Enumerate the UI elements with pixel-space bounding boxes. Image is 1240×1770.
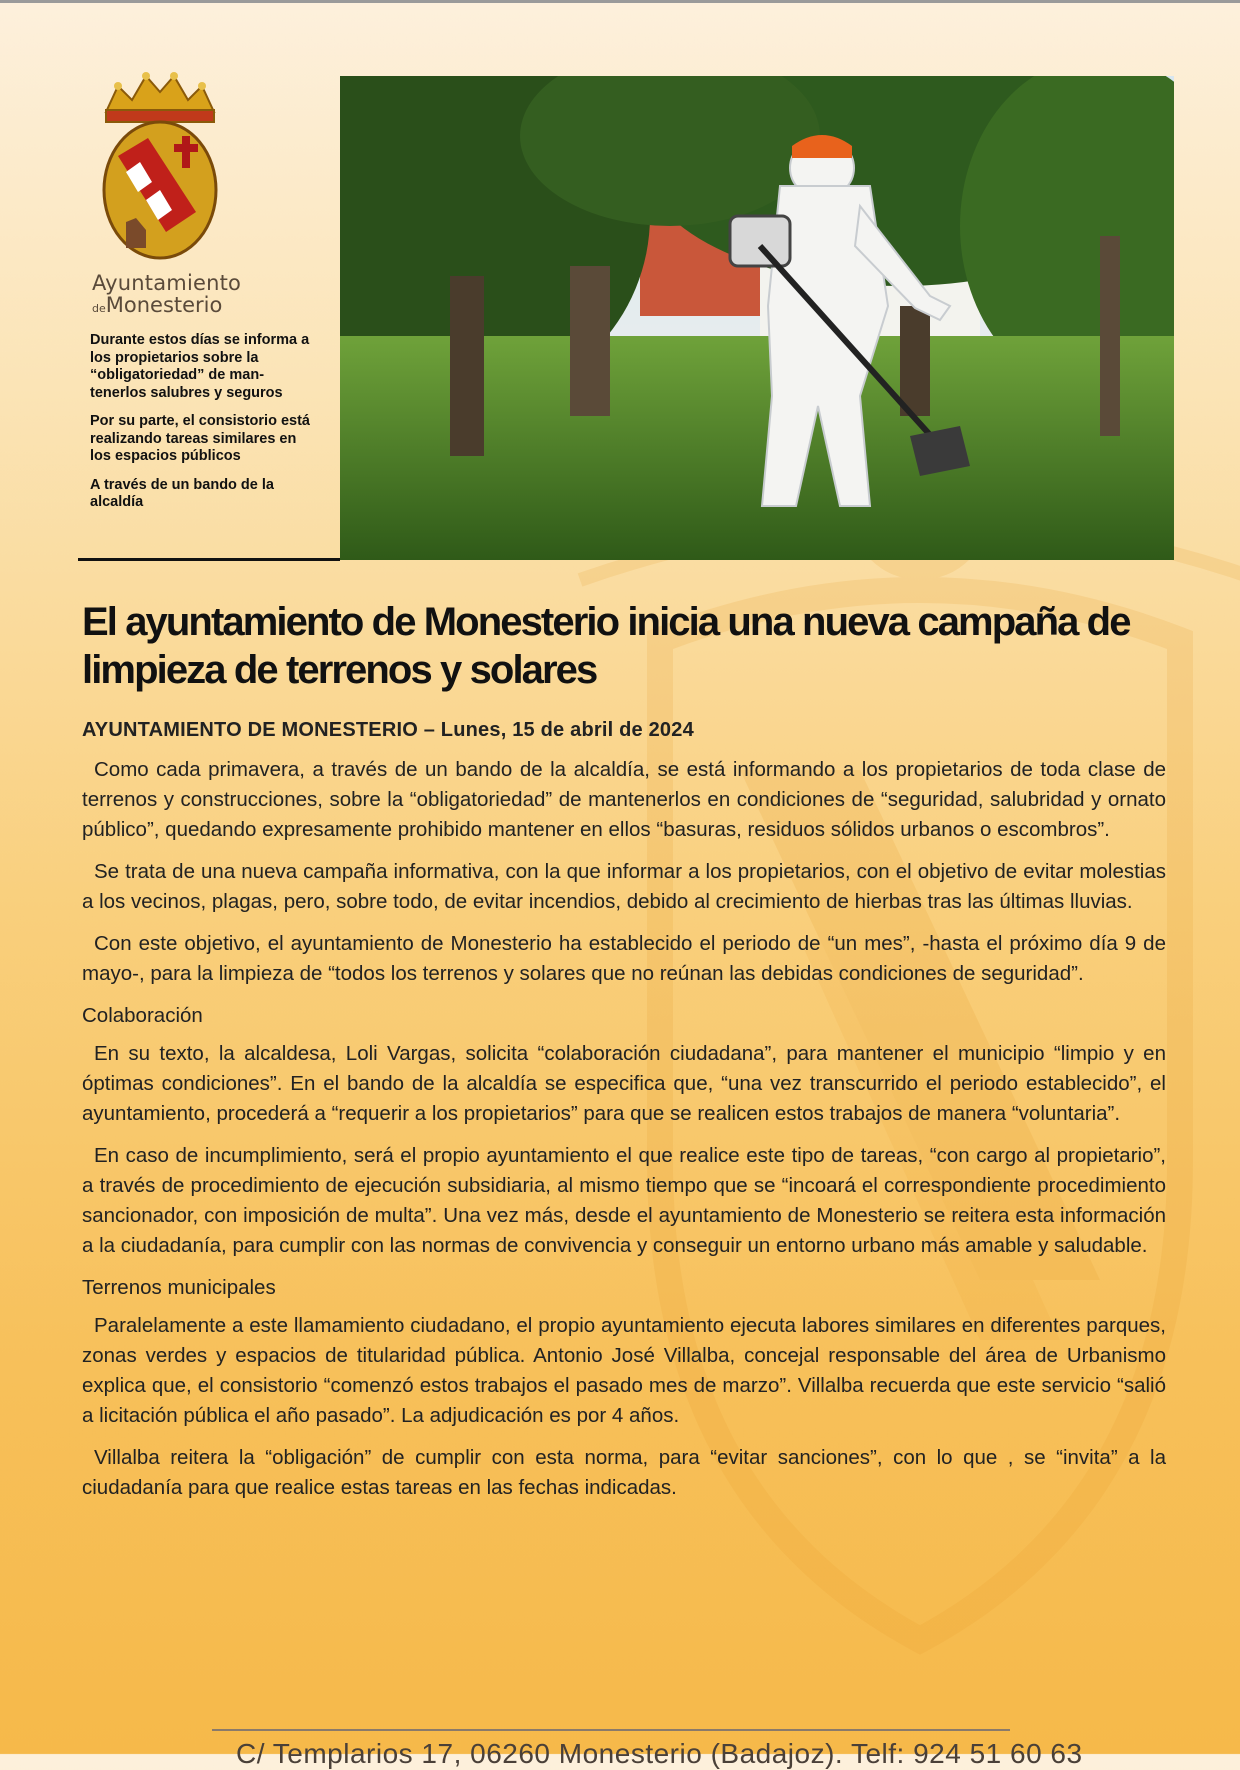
paragraph-6: Paralelamente a este llamamiento ciudadano, el propio ayuntamiento ejecuta labores similares en diferentes parques, zonas verdes y espacios de titularidad pública. Antonio José Villalba, concejal responsable del área de Urbanismo explica que, el consistorio “comenzó estos trabajos el pasado mes de marzo”. Villalba recuerda que este servicio “salió a licitación pública el año pasado”. La adjudicación es por 4 años.: [82, 1314, 1166, 1427]
sidebar-kicker-1: Durante estos días se informa a los propietarios sobre la “obligatoriedad” de mantenerlos salubres y seguros: [90, 332, 310, 401]
top-border-line: [0, 0, 1240, 3]
coat-of-arms-icon: [96, 72, 224, 268]
sidebar-kicker-3: A través de un bando de la alcaldía: [90, 476, 274, 510]
byline: AYUNTAMIENTO DE MONESTERIO – Lunes, 15 de abril de 2024: [82, 719, 694, 741]
paragraph-5: En caso de incumplimiento, será el propio ayuntamiento el que realice este tipo de tareas, “con cargo al propietario”, a través de procedimiento de ejecución subsidiaria, al mismo tiempo que se “incoará el correspondiente procedimiento sancionador, con imposición de multa”. Una vez más, desde el ayuntamiento de Monesterio se reitera esta información a la ciudadanía, para cumplir con las normas de convivencia y conseguir un entorno urbano más amable y saludable.: [82, 1144, 1166, 1257]
ayuntamiento-logo-text: [92, 272, 340, 320]
subheading-colaboracion: Colaboración: [82, 1004, 203, 1027]
sidebar-divider: [78, 558, 340, 561]
paragraph-3: Con este objetivo, el ayuntamiento de Monesterio ha establecido el periodo de “un mes”, -hasta el próximo día 9 de mayo-, para la limpieza de “todos los terrenos y solares que no reúnan las debidas condiciones de seguridad”.: [82, 932, 1166, 985]
article-body: [82, 715, 1166, 1515]
logo-line-2-small: de: [92, 302, 106, 315]
headline: El ayuntamiento de Monesterio inicia una nueva campaña de limpieza de terrenos y solares: [82, 600, 1130, 692]
sidebar: [80, 72, 340, 523]
paragraph-2: Se trata de una nueva campaña informativa, con la que informar a los propietarios, con el objetivo de evitar molestias a los vecinos, plagas, pero, sobre todo, de evitar incendios, debido al crecimiento de hierbas tras las últimas lluvias.: [82, 860, 1166, 913]
sidebar-kicker-2: Por su parte, el consistorio está realizando tareas similares en los espacios públicos: [90, 413, 310, 464]
paragraph-7: Villalba reitera la “obligación” de cumplir con esta norma, para “evitar sanciones”, con lo que , se “invita” a la ciudadanía para que realice estas tareas en las fechas indicadas.: [82, 1446, 1166, 1499]
paragraph-4: En su texto, la alcaldesa, Loli Vargas, solicita “colaboración ciudadana”, para mantener el municipio “limpio y en óptimas condiciones”. En el bando de la alcaldía se especifica que, “una vez transcurrido el periodo establecido”, el ayuntamiento, procederá a “requerir a los propietarios” para que se realicen estos trabajos de manera “voluntaria”.: [82, 1042, 1166, 1125]
subheading-terrenos-municipales: Terrenos municipales: [82, 1276, 276, 1299]
footer-divider: [212, 1729, 1010, 1731]
logo-line-2: Monesterio: [105, 293, 223, 317]
footer-address: C/ Templarios 17, 06260 Monesterio (Badajoz). Telf: 924 51 60 63: [236, 1738, 1083, 1769]
worker-strimming-photo: [340, 76, 1174, 560]
paragraph-1: Como cada primavera, a través de un bando de la alcaldía, se está informando a los propietarios de toda clase de terrenos y construcciones, sobre la “obligatoriedad” de mantenerlos en condiciones de “seguridad, salubridad y ornato público”, quedando expresamente prohibido mantener en ellos “basuras, residuos sólidos urbanos o escombros”.: [82, 758, 1166, 841]
logo-line-1: Ayuntamiento: [92, 271, 242, 295]
